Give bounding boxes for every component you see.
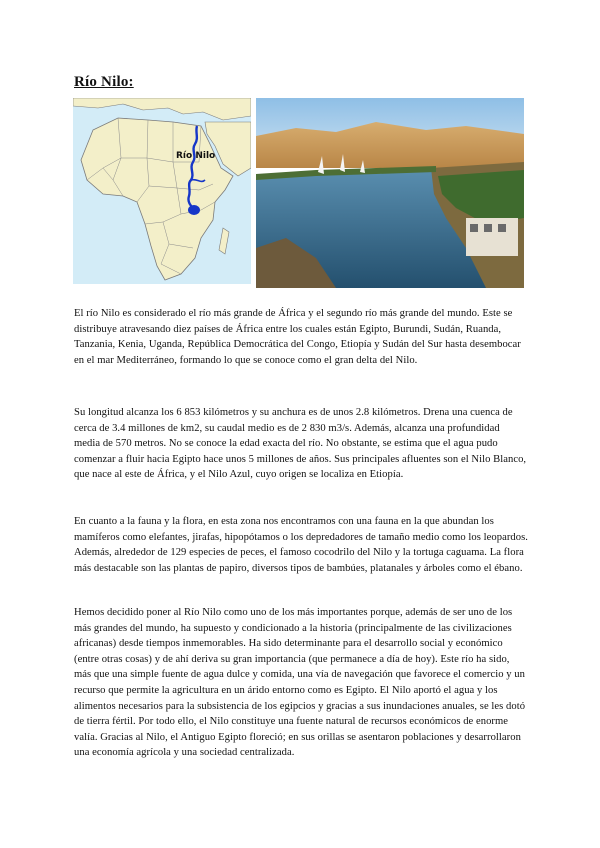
photo-building <box>466 218 518 256</box>
africa-map-svg <box>73 98 251 284</box>
map-label-rio-nilo: Río Nilo <box>176 151 216 161</box>
nile-photo <box>256 98 524 288</box>
nile-photo-svg <box>256 98 524 288</box>
paragraph-length: Su longitud alcanza los 6 853 kilómetros y su anchura es de unos 2.8 kilómetros. Drena una cuenca de cerca de 3.4 millones de km2, su caudal medio es de 2 830 m3/s. Además, alcanza una profundidad media de 570 metros. No se conoce la edad exacta del río. No obstante, se estima que el agua pudo comenzar a fluir hacia Egipto hace unos 5 millones de años. Sus principales afluentes son el Nilo Blanco, que nace al este de África, y el Nilo Azul, cuyo origen se localiza en Etiopía. <box>74 407 527 481</box>
paragraph-intro: El río Nilo es considerado el río más grande de África y el segundo río más grande del mundo. Este se distribuye atravesando diez países de África entre los cuales están Egipto, Burundi, Sudán, Ruanda, Tanzania, Kenia, Uganda, República Democrática del Congo, Etiopía y Sudán del Sur hasta desembocar en el mar Mediterráneo, formando lo que se conoce como el gran delta del Nilo. <box>74 308 521 366</box>
paragraph-fauna-flora: En cuanto a la fauna y la flora, en esta zona nos encontramos con una fauna en la que abundan los mamíferos como elefantes, jirafas, hipopótamos o los depredadores de tamaño medio como los leopardos. Además, alrededor de 129 especies de peces, el famoso cocodrilo del Nilo y la tortuga caguama. La flora más destacable son las plantas de papiro, diversos tipos de bambúes, platanales y árboles como el ébano. <box>74 516 528 574</box>
paragraph-importance: Hemos decidido poner al Río Nilo como uno de los más importantes porque, además de ser uno de los más grandes del mundo, ha supuesto y condicionado a la historia (principalmente de las civilizaciones africanas) desde tiempos inmemorables. Ha sido determinante para el desarrollo social y económico (entre otras cosas) y de ahí deriva su gran importancia (que permanece a día de hoy). Este río ha sido, más que una simple fuente de agua dulce y comida, una vía de navegación que favorece el comercio y un recurso que permite la agricultura en un árido entorno como es Egipto. El Nilo aportó el agua y los alimentos necesarios para la subsistencia de los egipcios y gracias a sus inundaciones anuales, se les dotó de tierra fértil. Por todo ello, el Nilo constituye una fuente natural de recursos económicos de enorme valía. Gracias al Nilo, el Antiguo Egipto floreció; en sus orillas se asentaron poblaciones y desarrollaron una economía agrícola y una sociedad centralizada. <box>74 607 526 759</box>
page-title: Río Nilo: <box>74 74 134 90</box>
lake-victoria <box>188 205 200 215</box>
africa-map-image <box>73 98 251 284</box>
photo-desert-hills <box>256 122 524 168</box>
